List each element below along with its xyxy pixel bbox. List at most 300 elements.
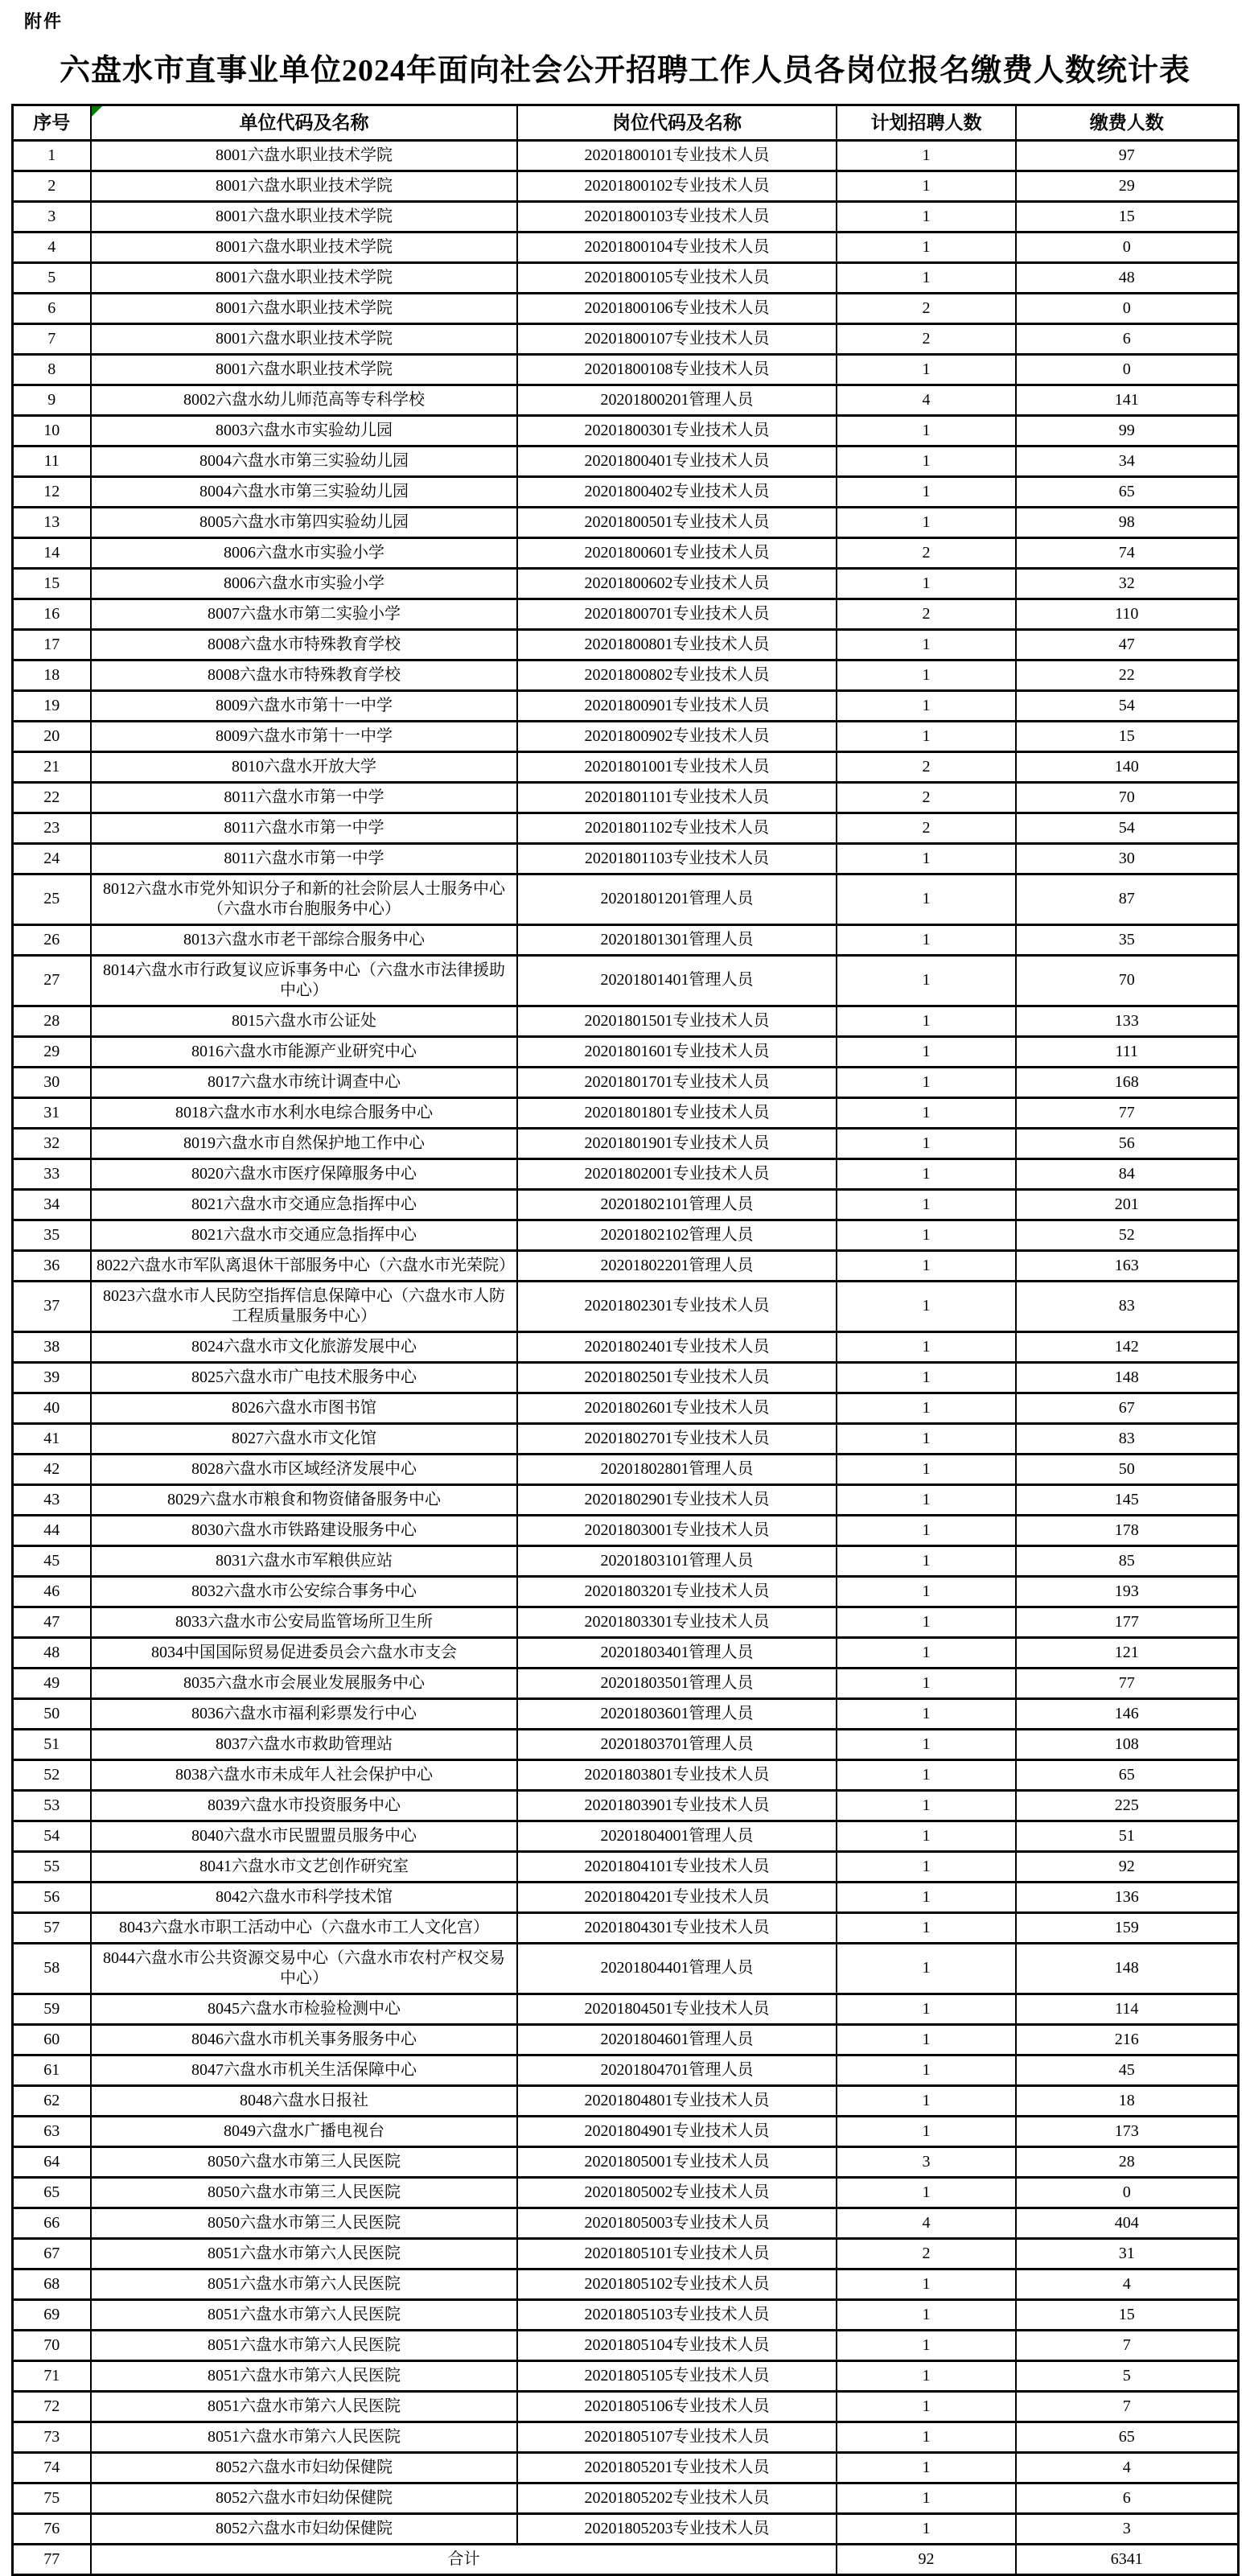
unit-cell: 8042六盘水市科学技术馆 — [91, 1882, 517, 1912]
position-cell: 20201804801专业技术人员 — [517, 2085, 837, 2116]
planned-cell: 1 — [837, 2116, 1016, 2146]
unit-cell: 8031六盘水市军粮供应站 — [91, 1545, 517, 1576]
unit-cell: 8023六盘水市人民防空指挥信息保障中心（六盘水市人防工程质量服务中心） — [91, 1281, 517, 1331]
unit-cell: 8017六盘水市统计调查中心 — [91, 1067, 517, 1097]
position-cell: 20201803501管理人员 — [517, 1668, 837, 1698]
paid-cell: 29 — [1016, 171, 1238, 201]
planned-cell: 1 — [837, 2422, 1016, 2452]
paid-cell: 30 — [1016, 843, 1238, 874]
row-number-cell: 39 — [12, 1362, 91, 1393]
position-cell: 20201801102专业技术人员 — [517, 813, 837, 843]
position-cell: 20201805105专业技术人员 — [517, 2360, 837, 2391]
row-number-cell: 68 — [12, 2269, 91, 2299]
unit-cell: 8019六盘水市自然保护地工作中心 — [91, 1128, 517, 1158]
row-number-cell: 26 — [12, 924, 91, 955]
row-number-cell: 70 — [12, 2330, 91, 2360]
position-cell: 20201804901专业技术人员 — [517, 2116, 837, 2146]
table-row — [12, 1821, 1238, 1851]
position-cell: 20201801301管理人员 — [517, 924, 837, 955]
table-row — [12, 813, 1238, 843]
paid-cell: 85 — [1016, 1545, 1238, 1576]
row-number-cell: 66 — [12, 2208, 91, 2238]
position-cell: 20201802102管理人员 — [517, 1220, 837, 1250]
table-row — [12, 1668, 1238, 1698]
unit-cell: 8028六盘水市区域经济发展中心 — [91, 1454, 517, 1484]
table-row — [12, 2391, 1238, 2422]
table-row — [12, 1097, 1238, 1128]
position-cell: 20201804101专业技术人员 — [517, 1851, 837, 1882]
paid-cell: 87 — [1016, 874, 1238, 924]
table-row — [12, 1882, 1238, 1912]
row-number-cell: 77 — [12, 2544, 91, 2574]
planned-cell: 1 — [837, 1067, 1016, 1097]
row-number-cell: 62 — [12, 2085, 91, 2116]
unit-cell: 8037六盘水市救助管理站 — [91, 1729, 517, 1759]
planned-cell: 2 — [837, 323, 1016, 354]
position-cell: 20201805102专业技术人员 — [517, 2269, 837, 2299]
total-row — [12, 2544, 1238, 2574]
position-cell: 20201800102专业技术人员 — [517, 171, 837, 201]
unit-cell: 8041六盘水市文艺创作研究室 — [91, 1851, 517, 1882]
table-row — [12, 1393, 1238, 1423]
paid-cell: 54 — [1016, 813, 1238, 843]
row-number-cell: 21 — [12, 751, 91, 782]
row-number-cell: 7 — [12, 323, 91, 354]
paid-cell: 54 — [1016, 690, 1238, 721]
row-number-cell: 40 — [12, 1393, 91, 1423]
position-cell: 20201805202专业技术人员 — [517, 2483, 837, 2513]
paid-cell: 178 — [1016, 1515, 1238, 1545]
row-number-cell: 4 — [12, 232, 91, 262]
unit-cell: 8050六盘水市第三人民医院 — [91, 2177, 517, 2208]
table-row — [12, 476, 1238, 507]
unit-cell: 8010六盘水开放大学 — [91, 751, 517, 782]
planned-cell: 1 — [837, 660, 1016, 690]
row-number-cell: 13 — [12, 507, 91, 537]
planned-cell: 1 — [837, 1759, 1016, 1790]
planned-cell: 1 — [837, 1484, 1016, 1515]
planned-cell: 2 — [837, 2238, 1016, 2269]
planned-cell: 2 — [837, 782, 1016, 813]
table-row — [12, 924, 1238, 955]
table-row — [12, 1637, 1238, 1668]
position-cell: 20201803701管理人员 — [517, 1729, 837, 1759]
unit-cell: 8021六盘水市交通应急指挥中心 — [91, 1189, 517, 1220]
planned-total-cell: 92 — [837, 2544, 1016, 2574]
row-number-cell: 25 — [12, 874, 91, 924]
paid-cell: 168 — [1016, 1067, 1238, 1097]
position-cell: 20201804401管理人员 — [517, 1943, 837, 1994]
planned-cell: 1 — [837, 262, 1016, 293]
planned-cell: 1 — [837, 2513, 1016, 2544]
paid-cell: 201 — [1016, 1189, 1238, 1220]
table-row — [12, 140, 1238, 171]
row-number-cell: 20 — [12, 721, 91, 751]
planned-cell: 2 — [837, 537, 1016, 568]
row-number-cell: 69 — [12, 2299, 91, 2330]
position-cell: 20201803001专业技术人员 — [517, 1515, 837, 1545]
unit-cell: 8001六盘水职业技术学院 — [91, 323, 517, 354]
row-number-cell: 44 — [12, 1515, 91, 1545]
planned-cell: 1 — [837, 1576, 1016, 1607]
paid-cell: 216 — [1016, 2024, 1238, 2055]
position-cell: 20201803801专业技术人员 — [517, 1759, 837, 1790]
table-row — [12, 385, 1238, 415]
planned-cell: 1 — [837, 1851, 1016, 1882]
row-number-cell: 19 — [12, 690, 91, 721]
table-row — [12, 507, 1238, 537]
row-number-cell: 51 — [12, 1729, 91, 1759]
table-row — [12, 1994, 1238, 2024]
position-cell: 20201802501专业技术人员 — [517, 1362, 837, 1393]
position-cell: 20201802801管理人员 — [517, 1454, 837, 1484]
paid-cell: 74 — [1016, 537, 1238, 568]
planned-cell: 2 — [837, 751, 1016, 782]
position-cell: 20201802201管理人员 — [517, 1250, 837, 1281]
row-number-cell: 30 — [12, 1067, 91, 1097]
row-number-cell: 36 — [12, 1250, 91, 1281]
table-row — [12, 1576, 1238, 1607]
row-number-cell: 22 — [12, 782, 91, 813]
table-row — [12, 1362, 1238, 1393]
position-cell: 20201800103专业技术人员 — [517, 201, 837, 232]
table-row — [12, 2116, 1238, 2146]
unit-cell: 8049六盘水广播电视台 — [91, 2116, 517, 2146]
paid-cell: 177 — [1016, 1607, 1238, 1637]
unit-cell: 8051六盘水市第六人民医院 — [91, 2391, 517, 2422]
unit-cell: 8020六盘水市医疗保障服务中心 — [91, 1158, 517, 1189]
paid-cell: 0 — [1016, 354, 1238, 385]
position-cell: 20201802001专业技术人员 — [517, 1158, 837, 1189]
row-number-cell: 32 — [12, 1128, 91, 1158]
table-row — [12, 2330, 1238, 2360]
unit-cell: 8004六盘水市第三实验幼儿园 — [91, 476, 517, 507]
row-number-cell: 27 — [12, 955, 91, 1006]
row-number-cell: 29 — [12, 1036, 91, 1067]
paid-cell: 15 — [1016, 2299, 1238, 2330]
paid-cell: 98 — [1016, 507, 1238, 537]
position-cell: 20201800201管理人员 — [517, 385, 837, 415]
row-number-cell: 2 — [12, 171, 91, 201]
unit-cell: 8001六盘水职业技术学院 — [91, 293, 517, 323]
row-number-cell: 63 — [12, 2116, 91, 2146]
paid-cell: 28 — [1016, 2146, 1238, 2177]
unit-cell: 8043六盘水市职工活动中心（六盘水市工人文化宫） — [91, 1912, 517, 1943]
planned-cell: 1 — [837, 2055, 1016, 2085]
unit-cell: 8051六盘水市第六人民医院 — [91, 2269, 517, 2299]
planned-cell: 1 — [837, 446, 1016, 476]
paid-cell: 67 — [1016, 1393, 1238, 1423]
row-number-cell: 53 — [12, 1790, 91, 1821]
unit-cell: 8050六盘水市第三人民医院 — [91, 2146, 517, 2177]
paid-cell: 0 — [1016, 2177, 1238, 2208]
table-row — [12, 537, 1238, 568]
row-number-cell: 38 — [12, 1331, 91, 1362]
row-number-cell: 74 — [12, 2452, 91, 2483]
position-cell: 20201805203专业技术人员 — [517, 2513, 837, 2544]
position-cell: 20201800701专业技术人员 — [517, 599, 837, 629]
row-number-cell: 31 — [12, 1097, 91, 1128]
paid-cell: 6 — [1016, 2483, 1238, 2513]
position-cell: 20201801801专业技术人员 — [517, 1097, 837, 1128]
row-number-cell: 12 — [12, 476, 91, 507]
unit-cell: 8003六盘水市实验幼儿园 — [91, 415, 517, 446]
row-number-cell: 55 — [12, 1851, 91, 1882]
planned-cell: 1 — [837, 1882, 1016, 1912]
planned-cell: 1 — [837, 2360, 1016, 2391]
unit-cell: 8034中国国际贸易促进委员会六盘水市支会 — [91, 1637, 517, 1668]
row-number-cell: 17 — [12, 629, 91, 660]
unit-cell: 8048六盘水日报社 — [91, 2085, 517, 2116]
paid-cell: 97 — [1016, 140, 1238, 171]
table-row — [12, 1220, 1238, 1250]
position-cell: 20201802301专业技术人员 — [517, 1281, 837, 1331]
position-cell: 20201805201专业技术人员 — [517, 2452, 837, 2483]
planned-cell: 1 — [837, 2085, 1016, 2116]
unit-cell: 8005六盘水市第四实验幼儿园 — [91, 507, 517, 537]
table-row — [12, 955, 1238, 1006]
paid-cell: 50 — [1016, 1454, 1238, 1484]
table-row — [12, 2146, 1238, 2177]
planned-cell: 1 — [837, 1006, 1016, 1036]
table-row — [12, 599, 1238, 629]
table-row — [12, 2422, 1238, 2452]
row-number-cell: 48 — [12, 1637, 91, 1668]
position-cell: 20201803201专业技术人员 — [517, 1576, 837, 1607]
table-row — [12, 874, 1238, 924]
unit-cell: 8040六盘水市民盟盟员服务中心 — [91, 1821, 517, 1851]
header-no: 序号 — [12, 105, 91, 140]
row-number-cell: 24 — [12, 843, 91, 874]
unit-cell: 8039六盘水市投资服务中心 — [91, 1790, 517, 1821]
table-row — [12, 2208, 1238, 2238]
paid-cell: 52 — [1016, 1220, 1238, 1250]
paid-cell: 65 — [1016, 2422, 1238, 2452]
position-cell: 20201800501专业技术人员 — [517, 507, 837, 537]
position-cell: 20201801501专业技术人员 — [517, 1006, 837, 1036]
position-cell: 20201802701专业技术人员 — [517, 1423, 837, 1454]
planned-cell: 3 — [837, 2146, 1016, 2177]
position-cell: 20201801401管理人员 — [517, 955, 837, 1006]
unit-cell: 8036六盘水市福利彩票发行中心 — [91, 1698, 517, 1729]
table-row — [12, 1128, 1238, 1158]
row-number-cell: 57 — [12, 1912, 91, 1943]
row-number-cell: 50 — [12, 1698, 91, 1729]
unit-cell: 8011六盘水市第一中学 — [91, 813, 517, 843]
paid-cell: 140 — [1016, 751, 1238, 782]
planned-cell: 1 — [837, 955, 1016, 1006]
unit-cell: 8035六盘水市会展业发展服务中心 — [91, 1668, 517, 1698]
paid-cell: 22 — [1016, 660, 1238, 690]
position-cell: 20201805104专业技术人员 — [517, 2330, 837, 2360]
paid-cell: 34 — [1016, 446, 1238, 476]
planned-cell: 1 — [837, 1545, 1016, 1576]
position-cell: 20201800104专业技术人员 — [517, 232, 837, 262]
paid-cell: 51 — [1016, 1821, 1238, 1851]
planned-cell: 1 — [837, 1515, 1016, 1545]
row-number-cell: 14 — [12, 537, 91, 568]
planned-cell: 1 — [837, 1943, 1016, 1994]
unit-cell: 8004六盘水市第三实验幼儿园 — [91, 446, 517, 476]
unit-cell: 8046六盘水市机关事务服务中心 — [91, 2024, 517, 2055]
paid-cell: 163 — [1016, 1250, 1238, 1281]
paid-cell: 6 — [1016, 323, 1238, 354]
position-cell: 20201802101管理人员 — [517, 1189, 837, 1220]
paid-cell: 110 — [1016, 599, 1238, 629]
row-number-cell: 18 — [12, 660, 91, 690]
row-number-cell: 11 — [12, 446, 91, 476]
table-row — [12, 293, 1238, 323]
unit-cell: 8051六盘水市第六人民医院 — [91, 2422, 517, 2452]
table-row — [12, 323, 1238, 354]
position-cell: 20201805106专业技术人员 — [517, 2391, 837, 2422]
position-cell: 20201800106专业技术人员 — [517, 293, 837, 323]
unit-cell: 8032六盘水市公安综合事务中心 — [91, 1576, 517, 1607]
paid-cell: 47 — [1016, 629, 1238, 660]
paid-cell: 32 — [1016, 568, 1238, 599]
paid-total-cell: 6341 — [1016, 2544, 1238, 2574]
row-number-cell: 6 — [12, 293, 91, 323]
unit-cell: 8007六盘水市第二实验小学 — [91, 599, 517, 629]
row-number-cell: 65 — [12, 2177, 91, 2208]
paid-cell: 142 — [1016, 1331, 1238, 1362]
planned-cell: 4 — [837, 2208, 1016, 2238]
unit-cell: 8002六盘水幼儿师范高等专科学校 — [91, 385, 517, 415]
row-number-cell: 9 — [12, 385, 91, 415]
paid-cell: 146 — [1016, 1698, 1238, 1729]
table-row — [12, 751, 1238, 782]
position-cell: 20201805101专业技术人员 — [517, 2238, 837, 2269]
unit-cell: 8006六盘水市实验小学 — [91, 568, 517, 599]
paid-cell: 77 — [1016, 1097, 1238, 1128]
planned-cell: 1 — [837, 1607, 1016, 1637]
row-number-cell: 47 — [12, 1607, 91, 1637]
position-cell: 20201803901专业技术人员 — [517, 1790, 837, 1821]
position-cell: 20201800301专业技术人员 — [517, 415, 837, 446]
planned-cell: 1 — [837, 2269, 1016, 2299]
position-cell: 20201800105专业技术人员 — [517, 262, 837, 293]
table-row — [12, 2238, 1238, 2269]
row-number-cell: 37 — [12, 1281, 91, 1331]
row-number-cell: 59 — [12, 1994, 91, 2024]
paid-cell: 70 — [1016, 955, 1238, 1006]
row-number-cell: 8 — [12, 354, 91, 385]
row-number-cell: 60 — [12, 2024, 91, 2055]
row-number-cell: 58 — [12, 1943, 91, 1994]
table-row — [12, 2513, 1238, 2544]
unit-cell: 8001六盘水职业技术学院 — [91, 171, 517, 201]
unit-cell: 8008六盘水市特殊教育学校 — [91, 660, 517, 690]
unit-cell: 8001六盘水职业技术学院 — [91, 140, 517, 171]
paid-cell: 4 — [1016, 2269, 1238, 2299]
position-cell: 20201803401管理人员 — [517, 1637, 837, 1668]
paid-cell: 193 — [1016, 1576, 1238, 1607]
paid-cell: 48 — [1016, 262, 1238, 293]
table-row — [12, 1158, 1238, 1189]
paid-cell: 83 — [1016, 1281, 1238, 1331]
position-cell: 20201804601管理人员 — [517, 2024, 837, 2055]
table-row — [12, 721, 1238, 751]
planned-cell: 1 — [837, 476, 1016, 507]
paid-cell: 35 — [1016, 924, 1238, 955]
cell-corner-marker-icon — [92, 106, 102, 117]
unit-cell: 8024六盘水市文化旅游发展中心 — [91, 1331, 517, 1362]
paid-cell: 136 — [1016, 1882, 1238, 1912]
table-row — [12, 2483, 1238, 2513]
paid-cell: 15 — [1016, 721, 1238, 751]
header-planned: 计划招聘人数 — [837, 105, 1016, 140]
table-row — [12, 2360, 1238, 2391]
table-row — [12, 1851, 1238, 1882]
unit-cell: 8016六盘水市能源产业研究中心 — [91, 1036, 517, 1067]
planned-cell: 1 — [837, 1393, 1016, 1423]
table-row — [12, 568, 1238, 599]
table-row — [12, 1790, 1238, 1821]
paid-cell: 70 — [1016, 782, 1238, 813]
position-cell: 20201803101管理人员 — [517, 1545, 837, 1576]
table-row — [12, 2452, 1238, 2483]
row-number-cell: 76 — [12, 2513, 91, 2544]
row-number-cell: 3 — [12, 201, 91, 232]
planned-cell: 1 — [837, 1668, 1016, 1698]
unit-cell: 8006六盘水市实验小学 — [91, 537, 517, 568]
paid-cell: 148 — [1016, 1362, 1238, 1393]
table-row — [12, 1759, 1238, 1790]
table-row — [12, 171, 1238, 201]
planned-cell: 1 — [837, 2391, 1016, 2422]
planned-cell: 4 — [837, 385, 1016, 415]
position-cell: 20201800901专业技术人员 — [517, 690, 837, 721]
position-cell: 20201802401专业技术人员 — [517, 1331, 837, 1362]
table-row — [12, 1036, 1238, 1067]
position-cell: 20201802601专业技术人员 — [517, 1393, 837, 1423]
table-row — [12, 1912, 1238, 1943]
position-cell: 20201800101专业技术人员 — [517, 140, 837, 171]
table-row — [12, 1607, 1238, 1637]
paid-cell: 18 — [1016, 2085, 1238, 2116]
paid-cell: 7 — [1016, 2391, 1238, 2422]
paid-cell: 3 — [1016, 2513, 1238, 2544]
table-row — [12, 1545, 1238, 1576]
position-cell: 20201805107专业技术人员 — [517, 2422, 837, 2452]
row-number-cell: 67 — [12, 2238, 91, 2269]
planned-cell: 1 — [837, 1189, 1016, 1220]
position-cell: 20201804701管理人员 — [517, 2055, 837, 2085]
planned-cell: 1 — [837, 874, 1016, 924]
paid-cell: 45 — [1016, 2055, 1238, 2085]
unit-cell: 8001六盘水职业技术学院 — [91, 354, 517, 385]
position-cell: 20201804201专业技术人员 — [517, 1882, 837, 1912]
planned-cell: 1 — [837, 1423, 1016, 1454]
position-cell: 20201800601专业技术人员 — [517, 537, 837, 568]
unit-cell: 8001六盘水职业技术学院 — [91, 201, 517, 232]
planned-cell: 1 — [837, 690, 1016, 721]
paid-cell: 5 — [1016, 2360, 1238, 2391]
table-row — [12, 690, 1238, 721]
row-number-cell: 75 — [12, 2483, 91, 2513]
unit-cell: 8038六盘水市未成年人社会保护中心 — [91, 1759, 517, 1790]
table-row — [12, 1067, 1238, 1097]
planned-cell: 1 — [837, 629, 1016, 660]
unit-cell: 8011六盘水市第一中学 — [91, 782, 517, 813]
table-row — [12, 1250, 1238, 1281]
position-cell: 20201805103专业技术人员 — [517, 2299, 837, 2330]
planned-cell: 1 — [837, 1790, 1016, 1821]
position-cell: 20201800402专业技术人员 — [517, 476, 837, 507]
paid-cell: 404 — [1016, 2208, 1238, 2238]
planned-cell: 1 — [837, 1821, 1016, 1851]
unit-cell: 8047六盘水市机关生活保障中心 — [91, 2055, 517, 2085]
